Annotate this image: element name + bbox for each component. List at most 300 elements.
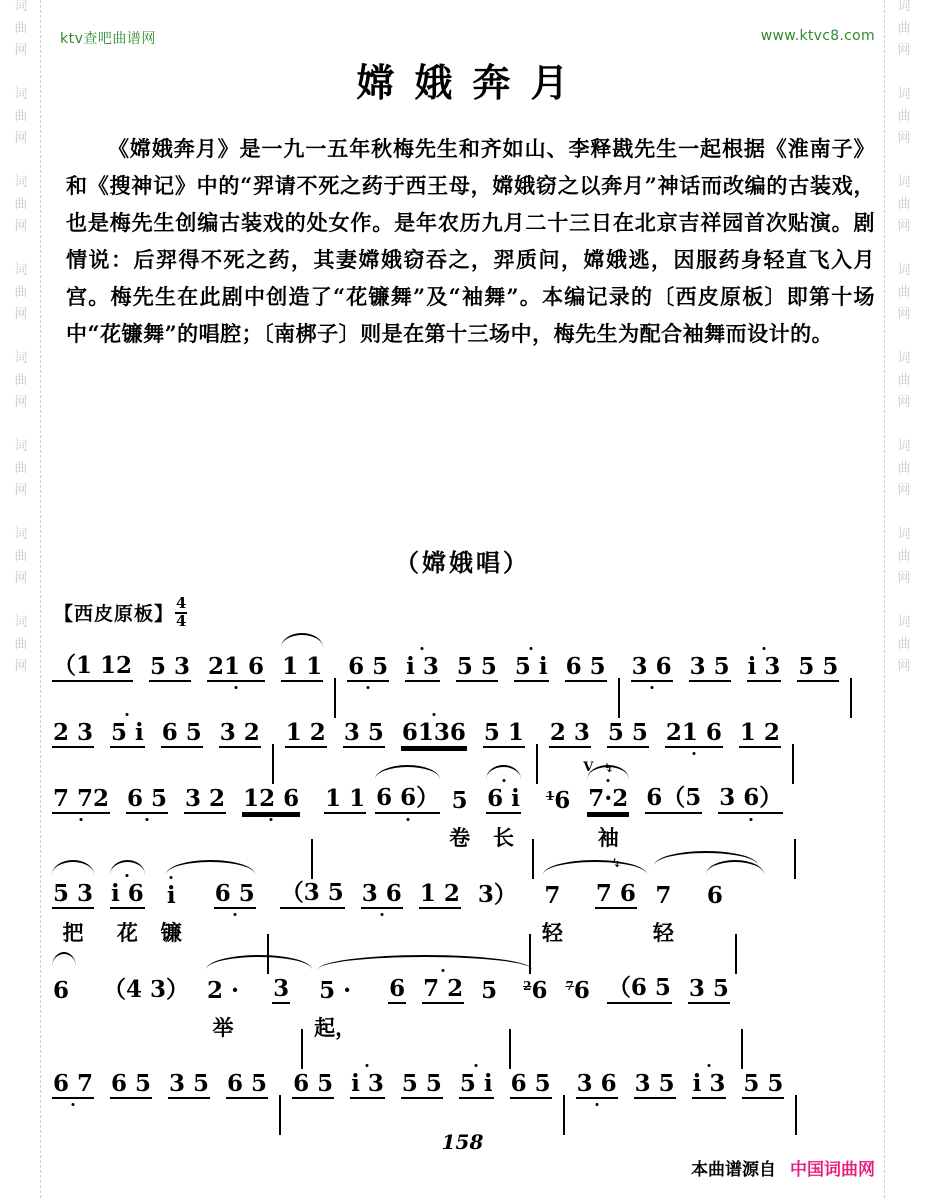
measure-cell — [422, 970, 464, 1004]
watermark-char: 网 — [14, 395, 28, 410]
singer-cue: （嫦娥唱） — [395, 548, 530, 577]
note-group — [206, 970, 240, 1004]
note-group — [688, 970, 730, 1004]
page-title: 嫦娥奔月 — [356, 60, 589, 105]
note-group — [292, 1065, 334, 1099]
note-group — [631, 648, 673, 682]
measure-cell — [375, 780, 440, 814]
note-group — [583, 760, 629, 814]
note-group — [742, 1065, 784, 1099]
watermark-block — [14, 88, 27, 154]
source-site-name[interactable]: 中国词曲网 — [790, 1160, 875, 1180]
measure-cell — [634, 1065, 676, 1099]
note-group — [510, 1065, 552, 1099]
note: 6 — [389, 975, 406, 1002]
watermark-char: 网 — [897, 659, 911, 674]
note: 5 5 — [798, 653, 839, 680]
time-signature — [175, 596, 187, 630]
watermark-block — [897, 176, 910, 242]
note: 7 — [655, 882, 672, 909]
note-group — [565, 970, 591, 1004]
note-group — [52, 970, 70, 1004]
measure-cell — [522, 970, 548, 1004]
measure-cell — [324, 780, 366, 814]
note-group — [207, 648, 265, 682]
note-group — [607, 714, 649, 748]
measure-cell — [52, 648, 133, 682]
watermark-char: 曲 — [14, 461, 28, 476]
source-credit — [691, 1155, 875, 1180]
watermark-char: 网 — [897, 131, 911, 146]
note: 6 5 — [510, 1070, 551, 1097]
barline — [850, 678, 852, 718]
note: i 3 — [747, 653, 781, 680]
note: 1 1 — [282, 653, 323, 680]
note: （1 12 — [52, 647, 133, 682]
mordent-icon: ↯ — [603, 761, 613, 775]
measure-cell — [126, 780, 168, 814]
note: 3 6 — [361, 880, 402, 907]
measure-cell — [631, 648, 673, 682]
note: 6 — [706, 882, 723, 909]
watermark-char: 网 — [897, 307, 911, 322]
lyric-syllable: 轻 — [652, 920, 674, 945]
measure-cell — [272, 970, 290, 1004]
note: 3 2 — [219, 719, 260, 746]
note-group — [219, 714, 261, 748]
watermark-block — [897, 0, 910, 66]
lyric-syllable: 把 — [62, 920, 84, 945]
note-group — [272, 970, 290, 1004]
meter-denominator: 4 — [176, 611, 187, 630]
note: 5 3 — [150, 653, 191, 680]
measure-cell — [510, 1065, 552, 1099]
barline — [311, 839, 313, 879]
watermark-char: 曲 — [897, 461, 911, 476]
note: （4 3） — [103, 976, 190, 1003]
score-line-1 — [52, 648, 877, 714]
note: （3 5 — [280, 874, 345, 909]
score-line-2 — [52, 714, 877, 780]
watermark-char: 网 — [897, 219, 911, 234]
note: 3 — [273, 975, 290, 1002]
lyric-syllable: 袖 — [597, 825, 619, 850]
measure-cell — [797, 648, 839, 682]
barline — [536, 744, 538, 784]
watermark-char: 词 — [14, 439, 28, 454]
watermark-block — [14, 528, 27, 594]
watermark-block — [14, 0, 27, 66]
note-group — [645, 780, 702, 814]
note-group — [451, 780, 469, 814]
measure-cell — [405, 648, 440, 682]
measure-cell — [718, 780, 783, 814]
watermark-char: 曲 — [14, 637, 28, 652]
lyric-syllable: 起， — [314, 1015, 357, 1040]
note: 7·2 — [588, 785, 629, 812]
note-group — [483, 714, 525, 748]
measure-cell — [595, 856, 637, 909]
watermark-char: 曲 — [14, 109, 28, 124]
watermark-char: 词 — [897, 351, 911, 366]
note-group — [324, 780, 366, 814]
watermark-block — [14, 440, 27, 506]
watermark-char: 网 — [897, 571, 911, 586]
measure-cell — [361, 875, 403, 909]
measure-cell — [449, 780, 470, 852]
measure-cell — [583, 760, 629, 852]
note-group — [110, 714, 145, 748]
measure-cell — [149, 648, 191, 682]
meter-numerator: 4 — [176, 594, 187, 612]
grace-note: 7 — [565, 979, 574, 993]
lyric-syllable: 镰 — [160, 920, 182, 945]
watermark-char: 曲 — [14, 549, 28, 564]
note-group — [242, 780, 300, 814]
note: 3 5 — [688, 975, 729, 1002]
lyric-syllable: 花 — [116, 920, 138, 945]
barline — [301, 1029, 303, 1069]
note-group — [477, 875, 518, 909]
note-group — [285, 714, 327, 748]
watermark-char: 网 — [897, 43, 911, 58]
barline — [334, 678, 336, 718]
breath-mark-icon: V — [583, 760, 594, 775]
note-group — [607, 970, 672, 1004]
note: 6 7 — [53, 1070, 94, 1097]
note-group — [522, 970, 548, 1004]
note: 2 3 — [53, 719, 94, 746]
note: 6 — [573, 977, 590, 1004]
note: 5 i — [111, 719, 144, 746]
sheet-music-page — [44, 0, 881, 1198]
measure-cell — [459, 1065, 494, 1099]
note-group — [110, 1065, 152, 1099]
page-number: 158 — [441, 1130, 484, 1154]
note: 6 — [554, 787, 571, 814]
measure-cell — [747, 648, 782, 682]
measure-cell — [739, 714, 781, 748]
note-group — [52, 648, 133, 682]
watermark-block — [14, 176, 27, 242]
note: 5 · — [319, 977, 352, 1004]
watermark-char: 网 — [14, 219, 28, 234]
left-watermark-margin — [2, 0, 41, 1198]
watermark-char: 词 — [897, 615, 911, 630]
measure-cell — [347, 648, 389, 682]
note: 1 1 — [325, 785, 366, 812]
note-group — [549, 714, 591, 748]
note: 3 5 — [169, 1070, 210, 1097]
watermark-char: 网 — [897, 483, 911, 498]
score-line-6 — [52, 1065, 877, 1131]
watermark-char: 词 — [14, 351, 28, 366]
measure-cell — [401, 714, 467, 748]
measure-cell — [486, 780, 521, 852]
note: 7 72 — [53, 785, 110, 812]
barline — [735, 934, 737, 974]
lyric-syllable: 卷 — [449, 825, 471, 850]
note: 5 i — [514, 653, 548, 680]
note: 5 5 — [401, 1070, 442, 1097]
note-group — [634, 1065, 676, 1099]
note-group — [388, 970, 406, 1004]
source-prefix: 本曲谱源自 — [691, 1160, 776, 1180]
watermark-block — [14, 616, 27, 682]
watermark-char: 曲 — [897, 109, 911, 124]
note: 5 5 — [607, 719, 648, 746]
note: 6 5 — [127, 785, 168, 812]
watermark-block — [897, 352, 910, 418]
watermark-char: 曲 — [897, 373, 911, 388]
watermark-block — [897, 264, 910, 330]
watermark-char: 词 — [14, 527, 28, 542]
note: 6 5 — [227, 1070, 268, 1097]
note: 2 3 — [549, 719, 590, 746]
note: 6 6） — [375, 779, 440, 814]
note-group — [456, 648, 498, 682]
note-group — [718, 780, 783, 814]
note: 3 5 — [689, 653, 730, 680]
score-line-5 — [52, 970, 877, 1065]
barline — [272, 744, 274, 784]
note-group — [281, 648, 323, 682]
right-watermark-margin — [884, 0, 923, 1198]
note-group — [343, 714, 385, 748]
measure-cell — [314, 970, 356, 1042]
measure-cell — [514, 648, 549, 682]
note-group — [747, 648, 782, 682]
measure-cell — [52, 970, 70, 1004]
watermark-char: 词 — [14, 175, 28, 190]
watermark-char: 网 — [14, 43, 28, 58]
watermark-char: 词 — [897, 527, 911, 542]
watermark-char: 词 — [897, 439, 911, 454]
watermark-block — [897, 440, 910, 506]
note-group — [419, 875, 461, 909]
watermark-char: 网 — [14, 483, 28, 498]
watermark-block — [897, 528, 910, 594]
measure-cell — [52, 1065, 94, 1099]
note-group — [692, 1065, 727, 1099]
note: 7 — [544, 882, 561, 909]
measure-cell — [184, 780, 226, 814]
note: 6 5 — [293, 1070, 334, 1097]
measure-cell — [565, 970, 591, 1004]
note-group — [422, 970, 464, 1004]
note-group — [514, 648, 549, 682]
note-group — [110, 875, 145, 909]
note-group — [318, 970, 352, 1004]
measure-cell — [110, 714, 145, 748]
barline — [509, 1029, 511, 1069]
note-group — [52, 1065, 94, 1099]
watermark-char: 曲 — [14, 285, 28, 300]
watermark-char: 网 — [14, 307, 28, 322]
measure-cell — [483, 714, 525, 748]
measure-cell — [388, 970, 406, 1004]
note: 6 5 — [214, 880, 255, 907]
watermark-char: 词 — [897, 0, 911, 14]
note: 1 2 — [739, 719, 780, 746]
note: 7 2 — [423, 975, 464, 1002]
note-group — [184, 780, 226, 814]
note: i — [166, 882, 176, 909]
note-group — [161, 714, 203, 748]
watermark-char: 曲 — [897, 285, 911, 300]
measure-cell — [292, 1065, 334, 1099]
measure-cell — [542, 875, 563, 947]
note: 12 6 — [243, 785, 300, 812]
watermark-char: 词 — [14, 263, 28, 278]
note: 6 5 — [565, 653, 606, 680]
note-group — [459, 1065, 494, 1099]
note: 5 1 — [483, 719, 524, 746]
measure-cell — [168, 1065, 210, 1099]
note-group — [375, 780, 440, 814]
note: 2 · — [207, 977, 240, 1004]
note: 1 2 — [285, 719, 326, 746]
slur-mark — [281, 633, 323, 649]
note: 3 5 — [343, 719, 384, 746]
lyric-syllable: 长 — [493, 825, 514, 850]
note-group — [545, 780, 571, 814]
measure-cell — [242, 780, 300, 814]
note: 5 i — [459, 1070, 493, 1097]
measure-cell — [692, 1065, 727, 1099]
watermark-char: 词 — [897, 87, 911, 102]
lyric-syllable: 轻 — [541, 920, 563, 945]
note-group — [576, 1065, 618, 1099]
measure-cell — [607, 714, 649, 748]
measure-cell — [689, 648, 731, 682]
watermark-block — [14, 352, 27, 418]
barline — [618, 678, 620, 718]
watermark-char: 词 — [897, 263, 911, 278]
note-group — [52, 714, 94, 748]
note: 6 5 — [161, 719, 202, 746]
measure-cell — [343, 714, 385, 748]
note-group — [347, 648, 389, 682]
measure-cell — [665, 714, 723, 748]
watermark-char: 词 — [14, 615, 28, 630]
measure-cell — [161, 875, 182, 947]
measure-cell — [576, 1065, 618, 1099]
measure-cell — [226, 1065, 268, 1099]
note: 3 6 — [576, 1070, 617, 1097]
measure-cell — [419, 875, 461, 909]
score-body — [52, 648, 877, 1131]
watermark-char: 曲 — [897, 21, 911, 36]
intro-paragraph: 《嫦娥奔月》是一九一五年秋梅先生和齐如山、李释戡先生一起根据《淮南子》和《搜神记》中的“羿请不死之药于西王母，嫦娥窃之以奔月”神话而改编的古装戏，也是梅先生创编古装戏的处女作。是年农历九月二十三日在北京吉祥园首次贴演。剧情说：后羿得不死之药，其妻嫦娥窃吞之，羿质问，嫦娥逃，因服药身轻直飞入月宫。梅先生在此剧中创造了“花镰舞”及“袖舞”。本编记录的〔西皮原板〕即第十场中“花镰舞”的唱腔；〔南梆子〕则是在第十三场中，梅先生为配合袖舞而设计的。 — [66, 136, 875, 346]
watermark-char: 曲 — [897, 549, 911, 564]
note: 6 5 — [111, 1070, 152, 1097]
watermark-char: 曲 — [897, 637, 911, 652]
note-group — [361, 875, 403, 909]
note-group — [52, 780, 110, 814]
note-group — [654, 875, 672, 909]
note-group — [405, 648, 440, 682]
watermark-char: 词 — [14, 87, 28, 102]
note: 21 6 — [208, 653, 265, 680]
note-group — [401, 1065, 443, 1099]
watermark-block — [897, 88, 910, 154]
note-group — [102, 970, 190, 1004]
note: （6 5 — [607, 969, 672, 1004]
note-group — [480, 970, 498, 1004]
note: i 3 — [692, 1070, 726, 1097]
watermark-char: 网 — [14, 571, 28, 586]
measure-cell — [207, 648, 265, 682]
lyric-syllable: 举 — [212, 1015, 234, 1040]
note-group — [665, 714, 723, 748]
note-group — [401, 714, 467, 748]
note: 6 i — [487, 785, 520, 812]
measure-cell — [161, 714, 203, 748]
note: 21 6 — [665, 719, 722, 746]
barline — [741, 1029, 743, 1069]
barline — [563, 1095, 565, 1135]
measure-cell — [350, 1065, 385, 1099]
site-brand-left: ktv查吧曲谱网 — [60, 31, 156, 47]
note: 3 6） — [718, 779, 783, 814]
note-group — [126, 780, 168, 814]
note-group — [486, 780, 521, 814]
note-group — [168, 1065, 210, 1099]
measure-cell — [477, 875, 518, 909]
grace-note: 1 — [545, 789, 555, 803]
grace-note: 2 — [523, 979, 532, 993]
measure-cell — [110, 1065, 152, 1099]
measure-cell — [645, 780, 702, 814]
note: 5 3 — [53, 880, 94, 907]
note: 3 6 — [631, 653, 672, 680]
measure-cell — [219, 714, 261, 748]
watermark-char: 词 — [897, 175, 911, 190]
measure-cell — [401, 1065, 443, 1099]
measure-cell — [280, 875, 345, 909]
note: 6 — [531, 977, 548, 1004]
watermark-block — [14, 264, 27, 330]
site-url-right: www.ktvc8.com — [760, 28, 875, 44]
measure-cell — [607, 970, 672, 1004]
watermark-char: 网 — [14, 131, 28, 146]
measure-cell — [688, 970, 730, 1004]
measure-cell — [742, 1065, 784, 1099]
note-group — [166, 875, 177, 909]
barline — [532, 839, 534, 879]
note-group — [739, 714, 781, 748]
barline — [794, 839, 796, 879]
note: 1 2 — [419, 880, 460, 907]
note-group — [214, 875, 256, 909]
note: 7 6 — [595, 880, 636, 907]
mordent-icon: ↯ — [611, 856, 621, 870]
note: 5 5 — [743, 1070, 784, 1097]
note: i 6 — [111, 880, 144, 907]
measure-cell — [206, 970, 240, 1042]
watermark-char: 曲 — [14, 197, 28, 212]
measure-cell — [480, 970, 498, 1004]
note: i 3 — [406, 653, 439, 680]
measure-cell — [565, 648, 607, 682]
note: 5 — [481, 977, 498, 1004]
barline — [792, 744, 794, 784]
watermark-char: 词 — [14, 0, 28, 14]
note-group — [797, 648, 839, 682]
measure-cell — [52, 714, 94, 748]
watermark-char: 网 — [14, 659, 28, 674]
